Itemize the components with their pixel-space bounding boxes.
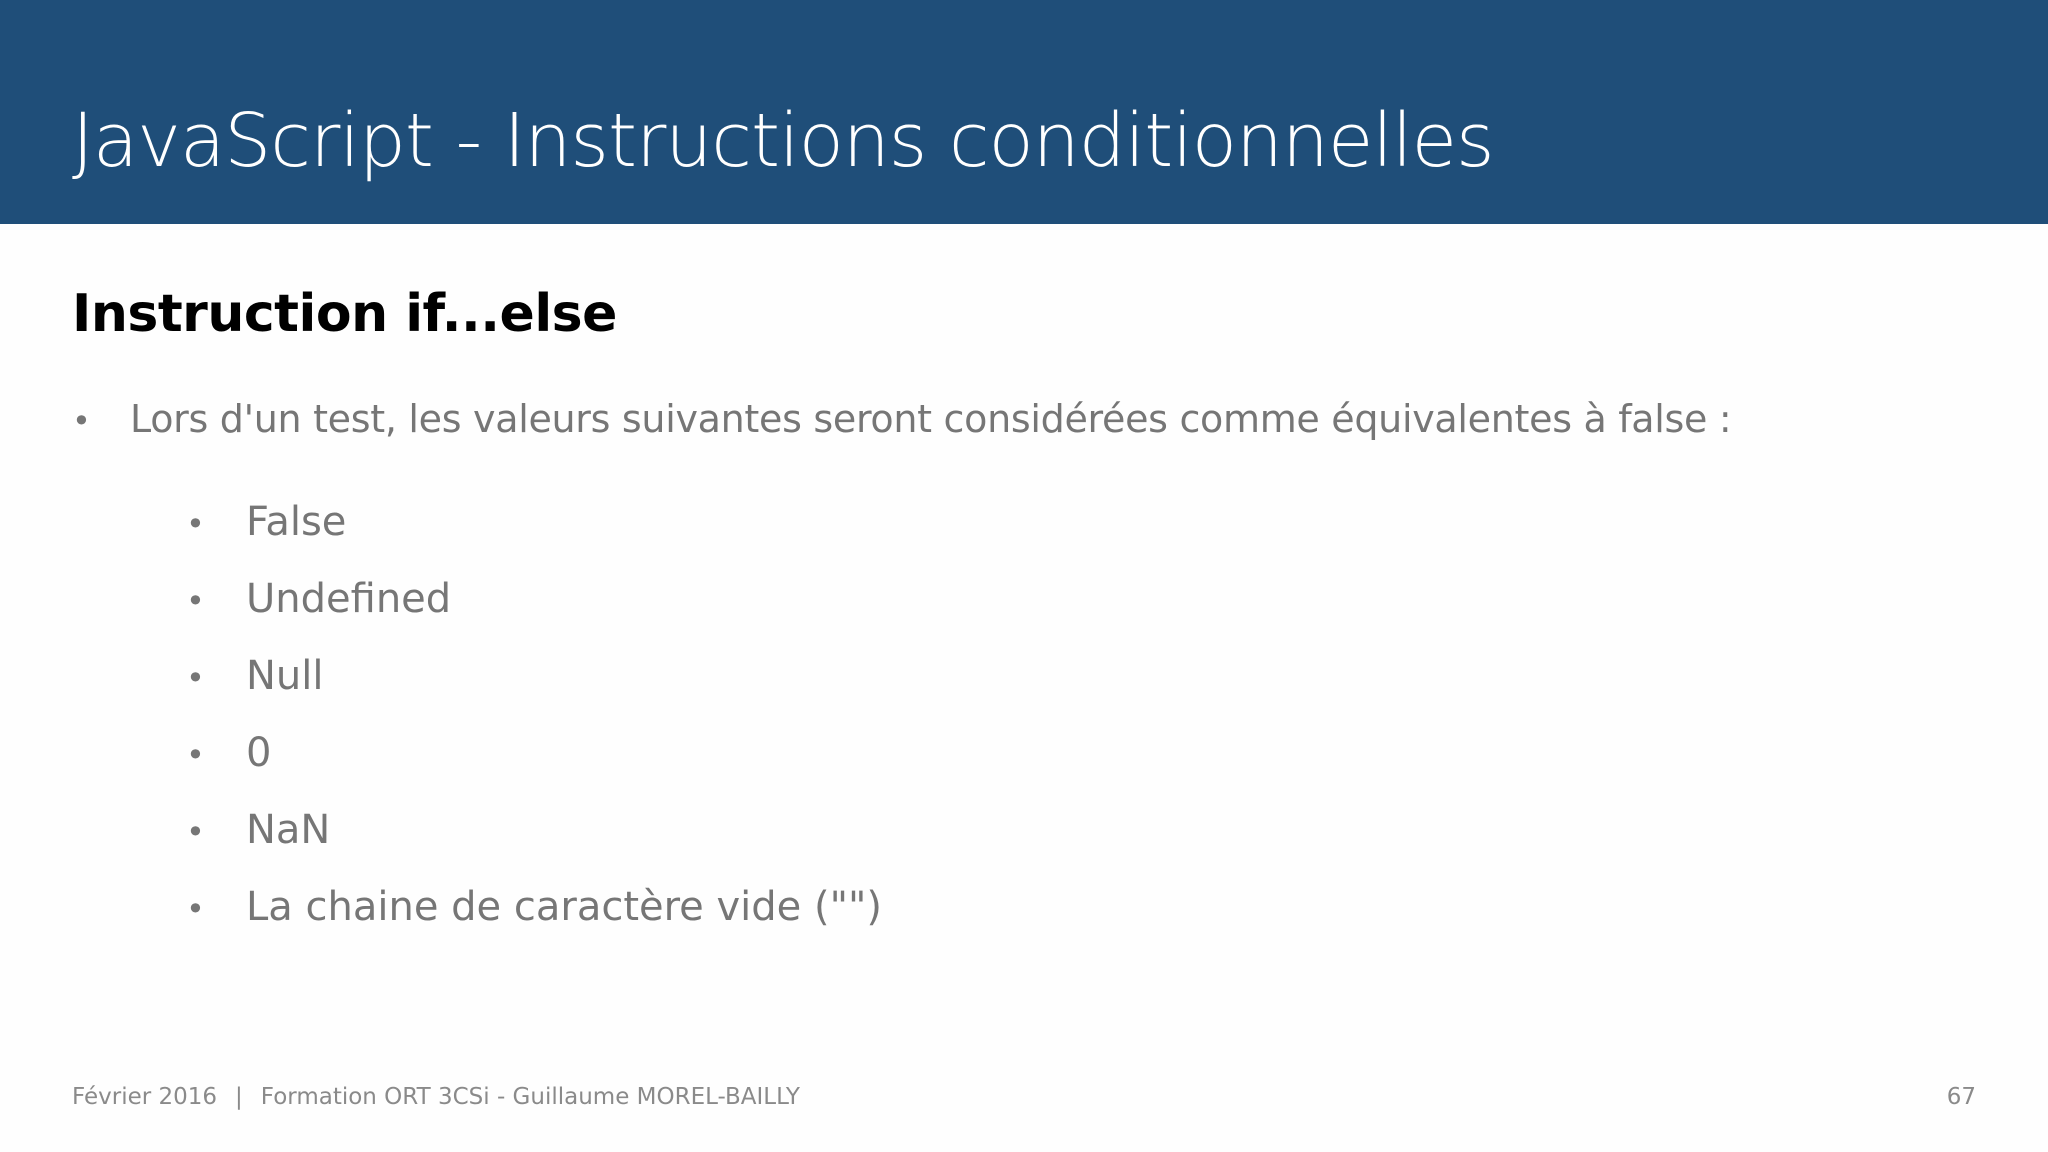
intro-bullet-text: Lors d'un test, les valeurs suivantes seront considérées comme équivalentes à false : (130, 397, 1732, 441)
footer-date: Février 2016 (72, 1084, 218, 1110)
list-item (186, 576, 882, 656)
footer-separator: | (235, 1084, 243, 1110)
footer (72, 1086, 800, 1109)
bullet-dot-icon: • (186, 659, 205, 697)
bullet-dot-icon: • (186, 582, 205, 620)
footer-course-author: Formation ORT 3CSi - Guillaume MOREL-BAILLY (260, 1084, 800, 1110)
list-item (186, 653, 882, 733)
bullet-dot-icon: • (186, 813, 205, 851)
list-item-text: 0 (246, 730, 272, 776)
section-heading: Instruction if...else (72, 284, 617, 344)
falsy-values-list (186, 499, 883, 964)
bullet-dot-icon: • (186, 736, 205, 774)
list-item-text: False (246, 499, 347, 545)
list-item-text: Undefined (246, 576, 452, 622)
slide-title: JavaScript - Instructions conditionnelles (72, 98, 1494, 184)
list-item-text: NaN (246, 807, 331, 853)
list-item-text: La chaine de caractère vide ("") (246, 884, 883, 930)
list-item (186, 499, 882, 579)
list-item (186, 730, 882, 810)
intro-bullet (72, 397, 1732, 441)
list-item (186, 884, 883, 964)
list-item-text: Null (246, 653, 324, 699)
bullet-dot-icon: • (72, 402, 91, 440)
bullet-dot-icon: • (186, 890, 205, 928)
page-number: 67 (1946, 1084, 1976, 1110)
bullet-dot-icon: • (186, 505, 205, 543)
list-item (186, 807, 882, 887)
